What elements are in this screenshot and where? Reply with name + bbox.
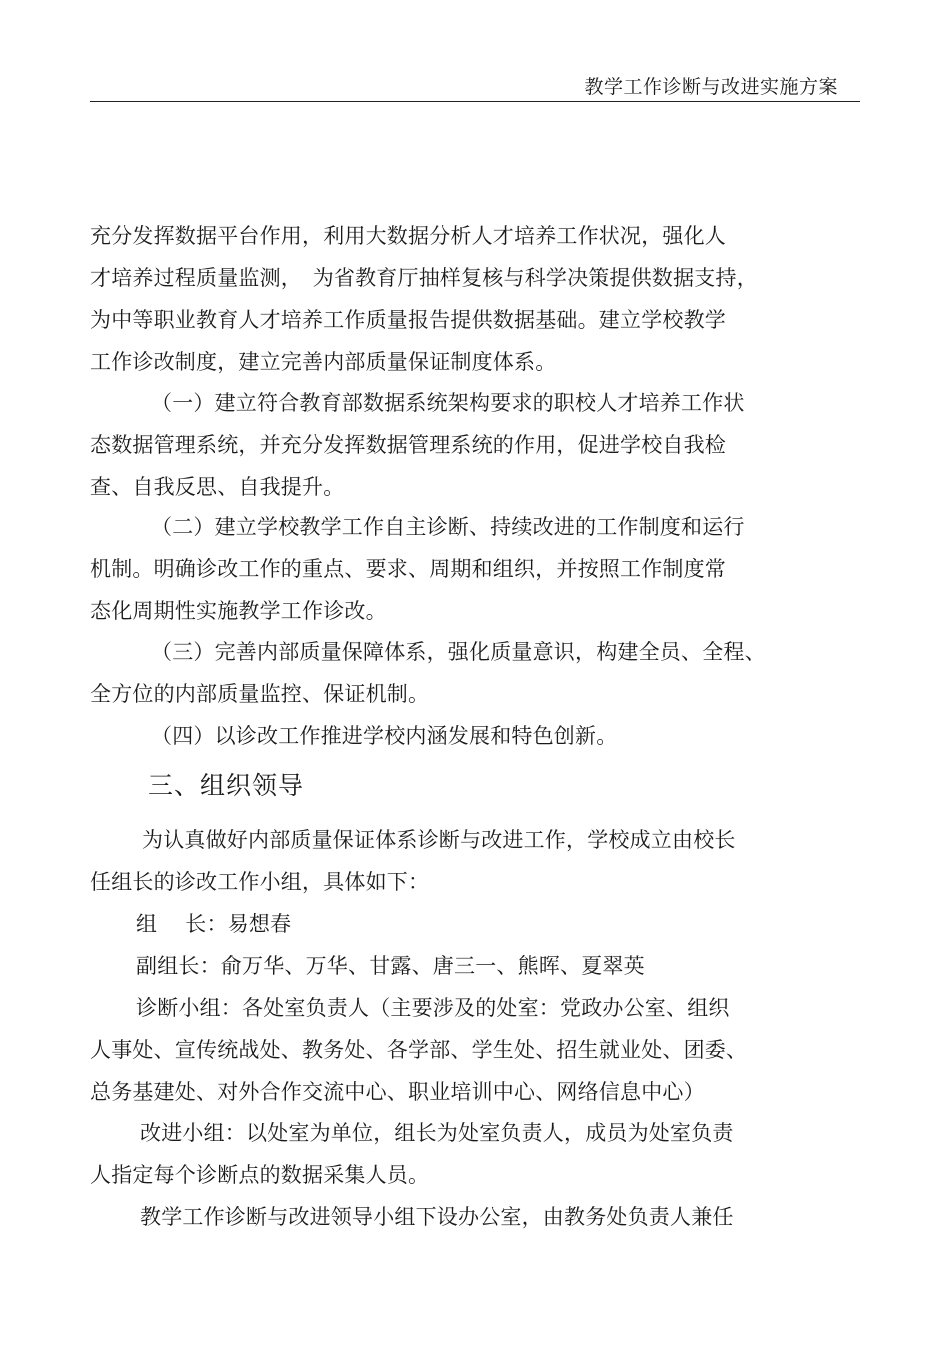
paragraph-line: 为中等职业教育人才培养工作质量报告提供数据基础。建立学校教学 xyxy=(90,308,726,332)
paragraph-line: 态化周期性实施教学工作诊改。 xyxy=(90,599,387,623)
paragraph-line: 组 长：易想春 xyxy=(136,912,292,936)
paragraph-line: 任组长的诊改工作小组，具体如下： xyxy=(90,870,430,894)
paragraph-line: 改进小组：以处室为单位，组长为处室负责人，成员为处室负责 xyxy=(140,1121,734,1145)
paragraph-line: 副组长：俞万华、万华、甘露、唐三一、熊晖、夏翠英 xyxy=(136,954,645,978)
paragraph-line: 查、自我反思、自我提升。 xyxy=(90,475,345,499)
paragraph-line: （四）以诊改工作推进学校内涵发展和特色创新。 xyxy=(151,724,618,748)
paragraph-line: 态数据管理系统，并充分发挥数据管理系统的作用，促进学校自我检 xyxy=(90,433,726,457)
paragraph-line: （三）完善内部质量保障体系，强化质量意识，构建全员、全程、 xyxy=(151,640,766,664)
page-header xyxy=(90,70,860,102)
paragraph-line: 教学工作诊断与改进领导小组下设办公室，由教务处负责人兼任 xyxy=(140,1205,734,1229)
paragraph-line: 工作诊改制度，建立完善内部质量保证制度体系。 xyxy=(90,350,557,374)
paragraph-line: 人指定每个诊断点的数据采集人员。 xyxy=(90,1163,430,1187)
section-heading: 三、组织领导 xyxy=(148,771,305,800)
paragraph-line: 人事处、宣传统战处、教务处、各学部、学生处、招生就业处、团委、 xyxy=(90,1038,748,1062)
paragraph-line: 机制。明确诊改工作的重点、要求、周期和组织，并按照工作制度常 xyxy=(90,557,726,581)
paragraph-line: 诊断小组：各处室负责人（主要涉及的处室：党政办公室、组织 xyxy=(136,996,730,1020)
paragraph-line: 为认真做好内部质量保证体系诊断与改进工作，学校成立由校长 xyxy=(142,828,736,852)
paragraph-line: （一）建立符合教育部数据系统架构要求的职校人才培养工作状 xyxy=(151,391,745,415)
paragraph-line: 才培养过程质量监测， 为省教育厅抽样复核与科学决策提供数据支持， xyxy=(90,266,758,290)
header-title: 教学工作诊断与改进实施方案 xyxy=(584,76,838,98)
paragraph-line: （二）建立学校教学工作自主诊断、持续改进的工作制度和运行 xyxy=(151,515,745,539)
paragraph-line: 总务基建处、对外合作交流中心、职业培训中心、网络信息中心） xyxy=(90,1080,705,1104)
paragraph-line: 充分发挥数据平台作用，利用大数据分析人才培养工作状况，强化人 xyxy=(90,224,726,248)
paragraph-line: 全方位的内部质量监控、保证机制。 xyxy=(90,682,430,706)
